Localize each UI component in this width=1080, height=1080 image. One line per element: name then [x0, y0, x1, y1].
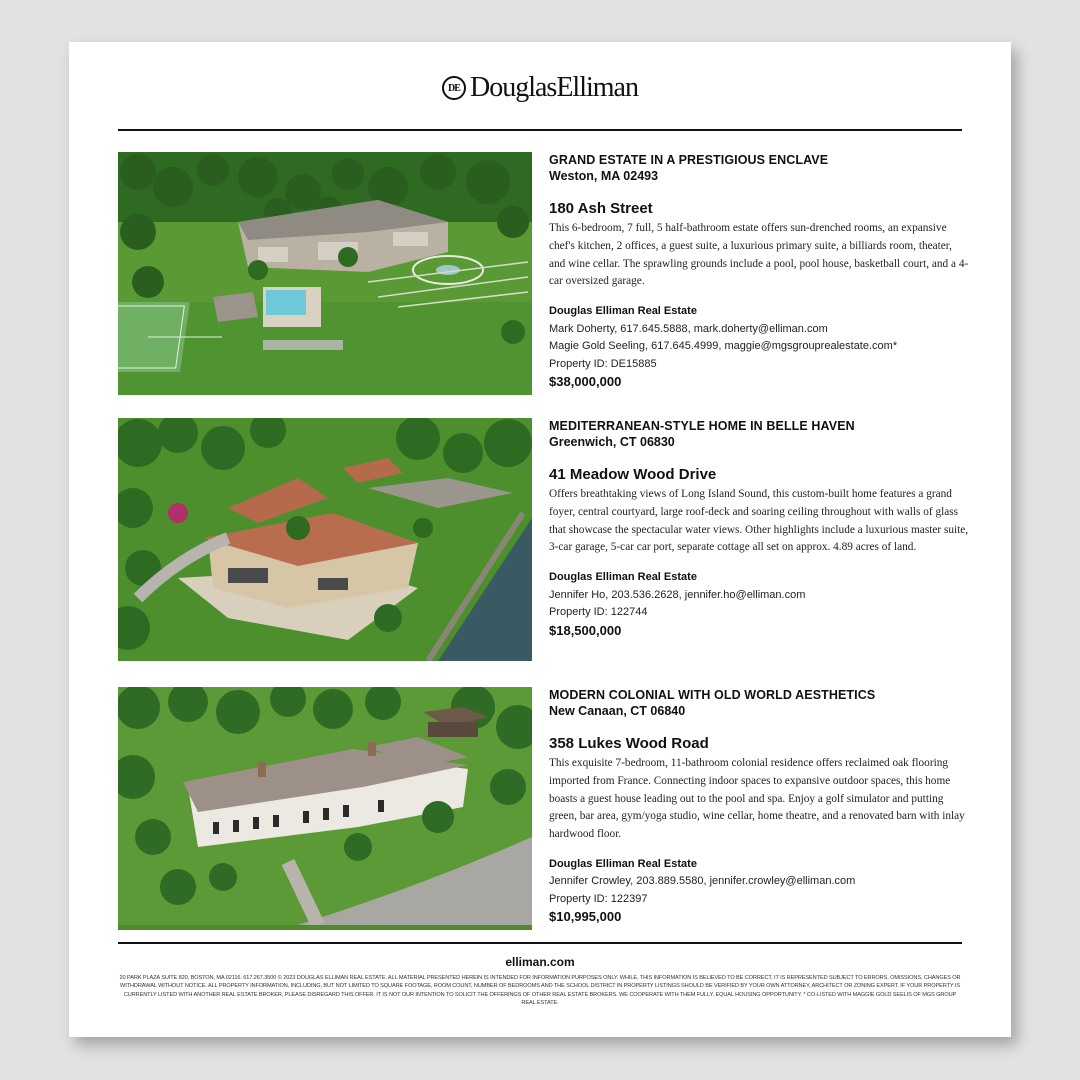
aerial-colonial-photo [118, 687, 532, 930]
listing-price: $18,500,000 [549, 622, 622, 638]
aerial-waterfront-photo [118, 418, 532, 661]
listing-headline: MEDITERRANEAN-STYLE HOME IN BELLE HAVEN [549, 419, 855, 433]
legal-disclaimer: 20 PARK PLAZA SUITE 820, BOSTON, MA 02116. 617.267.3500 © 2023 DOUGLAS ELLIMAN REAL ESTATE. ALL MATERIAL PRESENTED HEREIN IS INTENDED FOR INFORMATION PURPOSES ONLY. WHILE, THIS INFORMATION IS BELIEVED TO BE CORRECT, IT IS REPRESENTED SUBJECT TO ERRORS, OMISSIONS, CHANGES OR WITHDRAWAL WITHOUT NOTICE. ALL PROPERTY INFORMATION, INCLUDING, BUT NOT LIMITED TO SQUARE FOOTAGE, ROOM COUNT, NUMBER OF BEDROOMS AND THE SCHOOL DISTRICT IN PROPERTY LISTINGS SHOULD BE VERIFIED BY YOUR OWN ATTORNEY, ARCHITECT OR ZONING EXPERT. IF YOUR PROPERTY IS CURRENTLY LISTED WITH ANOTHER REAL ESTATE BROKER, PLEASE DISREGARD THIS OFFER. IT IS NOT OUR INTENTION TO SOLICIT THE OFFERINGS OF OTHER REAL ESTATE BROKERS. WE COOPERATE WITH THEM FULLY. EQUAL HOUSING OPPORTUNITY. * CO-LISTED WITH MAGGIE GOLD SEELIS OF MGS GROUP REAL ESTATE. [119, 975, 961, 1007]
listing-street: 180 Ash Street [549, 200, 653, 217]
bottom-divider [118, 942, 962, 944]
property-id: Property ID: 122397 [549, 892, 648, 905]
listing-description: This exquisite 7-bedroom, 11-bathroom colonial residence offers reclaimed oak flooring imported from France. Connecting indoor spaces to expansive outdoor spaces, this home boasts a guest house leading out to the pool and spa. Enjoy a golf simulator and putting green, bar area, gym/yoga studio, wine cellar, home theatre, and a renovated barn with inlay hardwood floor. [549, 757, 965, 841]
top-divider [118, 129, 962, 131]
listing-info [549, 418, 969, 639]
listing-street: 41 Meadow Wood Drive [549, 466, 717, 483]
listing-agency: Douglas Elliman Real Estate [549, 305, 697, 318]
listing-city: New Canaan, CT 06840 [549, 704, 686, 718]
property-id: Property ID: DE15885 [549, 357, 657, 370]
listing-city: Weston, MA 02493 [549, 169, 659, 183]
agent-contact[interactable]: Jennifer Crowley, 203.889.5580, jennifer.crowley@elliman.com [549, 875, 856, 888]
listing-agency: Douglas Elliman Real Estate [549, 857, 697, 870]
listing-info [549, 152, 969, 390]
listing-city: Greenwich, CT 06830 [549, 435, 675, 449]
website-link[interactable]: elliman.com [505, 955, 575, 969]
property-id: Property ID: 122744 [549, 606, 648, 619]
listing-info [549, 687, 969, 925]
listing-card [118, 687, 965, 930]
listing-headline: GRAND ESTATE IN A PRESTIGIOUS ENCLAVE [549, 153, 829, 167]
listing-agency: Douglas Elliman Real Estate [549, 571, 697, 584]
listing-street: 358 Lukes Wood Road [549, 735, 709, 752]
agent-contact[interactable]: Jennifer Ho, 203.536.2628, jennifer.ho@elliman.com [549, 588, 806, 601]
aerial-estate-photo [118, 152, 532, 395]
listing-description: This 6-bedroom, 7 full, 5 half-bathroom estate offers sun-drenched rooms, an expansive chef's kitchen, 2 offices, a guest suite, a luxurious primary suite, a billiards room, theater, and wine cellar. The sprawling grounds include a pool, pool house, basketball court, and a 4-car oversized garage. [549, 222, 969, 288]
brand-name: DouglasElliman [470, 72, 638, 103]
listing-card [118, 152, 969, 395]
listing-card [118, 418, 969, 661]
listing-price: $10,995,000 [549, 909, 622, 925]
agent-contact[interactable]: Magie Gold Seeling, 617.645.4999, maggie@mgsgrouprealestate.com* [549, 340, 898, 353]
listing-page [69, 42, 1011, 1037]
agent-contact[interactable]: Mark Doherty, 617.645.5888, mark.doherty@elliman.com [549, 322, 828, 335]
listing-description: Offers breathtaking views of Long Island Sound, this custom-built home features a grand foyer, central courtyard, large roof-deck and soaring ceiling throughout with walls of glass that showcase the spectacular water views. Other highlights include a luxurious master suite, 3-car garage, 5-car car port, separate cottage all set on approx. 4.89 acres of land. [549, 488, 969, 554]
listing-price: $38,000,000 [549, 374, 622, 390]
brand-logo[interactable] [69, 72, 1011, 104]
logo-mark-icon [442, 76, 466, 100]
logo-mark-text: DE [448, 82, 460, 94]
listing-headline: MODERN COLONIAL WITH OLD WORLD AESTHETICS [549, 688, 876, 702]
